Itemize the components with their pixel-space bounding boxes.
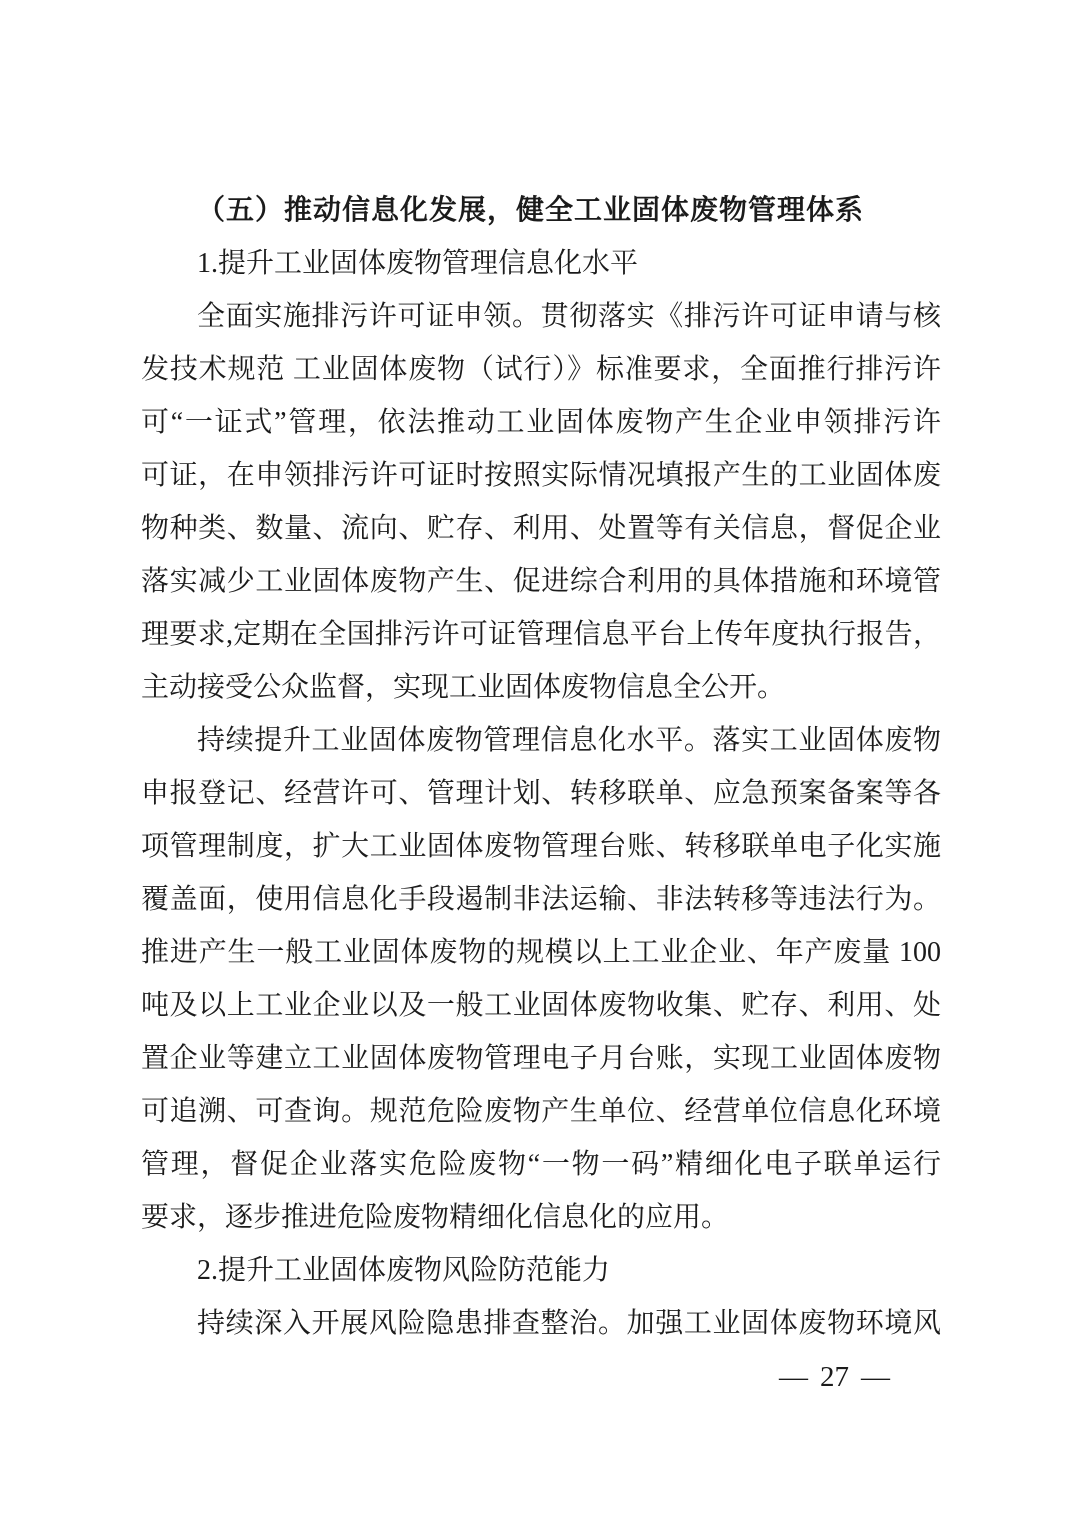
- paragraph-2-line: 推进产生一般工业固体废物的规模以上工业企业、年产废量 100: [141, 937, 941, 968]
- paragraph-1-line: 可证，在申领排污许可证时按照实际情况填报产生的工业固体废: [141, 460, 941, 491]
- footer-left-dash: —: [779, 1361, 808, 1393]
- paragraph-1-line: 全面实施排污许可证申领。贯彻落实《排污许可证申请与核: [197, 301, 941, 332]
- subsection-2-title: 2.提升工业固体废物风险防范能力: [197, 1255, 611, 1286]
- paragraph-1-line: 理要求,定期在全国排污许可证管理信息平台上传年度执行报告，: [141, 619, 941, 650]
- paragraph-2-line: 持续提升工业固体废物管理信息化水平。落实工业固体废物: [197, 725, 941, 756]
- paragraph-1-line: 主动接受公众监督，实现工业固体废物信息全公开。: [141, 672, 786, 703]
- page-footer: [141, 1351, 941, 1404]
- footer-right-dash: —: [861, 1361, 890, 1393]
- paragraph-2-line: 申报登记、经营许可、管理计划、转移联单、应急预案备案等各: [141, 778, 941, 809]
- paragraph-1-line: 可“一证式”管理，依法推动工业固体废物产生企业申领排污许: [141, 407, 941, 438]
- paragraph-1-line: 物种类、数量、流向、贮存、利用、处置等有关信息，督促企业: [141, 513, 941, 544]
- paragraph-2-line: 覆盖面，使用信息化手段遏制非法运输、非法转移等违法行为。: [141, 884, 941, 915]
- paragraph-3-line: 持续深入开展风险隐患排查整治。加强工业固体废物环境风: [197, 1308, 941, 1339]
- paragraph-2-line: 要求，逐步推进危险废物精细化信息化的应用。: [141, 1202, 730, 1233]
- paragraph-1-line: 落实减少工业固体废物产生、促进综合利用的具体措施和环境管: [141, 566, 941, 597]
- paragraph-2-line: 吨及以上工业企业以及一般工业固体废物收集、贮存、利用、处: [141, 990, 941, 1021]
- section-heading: （五）推动信息化发展，健全工业固体废物管理体系: [197, 195, 865, 226]
- paragraph-2-line: 管理，督促企业落实危险废物“一物一码”精细化电子联单运行: [141, 1149, 941, 1180]
- paragraph-1-line: 发技术规范 工业固体废物（试行）》标准要求，全面推行排污许: [141, 354, 941, 385]
- paragraph-2-line: 可追溯、可查询。规范危险废物产生单位、经营单位信息化环境: [141, 1096, 941, 1127]
- page-number: 27: [820, 1361, 849, 1393]
- paragraph-2-line: 项管理制度，扩大工业固体废物管理台账、转移联单电子化实施: [141, 831, 941, 862]
- document-body: [141, 184, 941, 1404]
- paragraph-2-line: 置企业等建立工业固体废物管理电子月台账，实现工业固体废物: [141, 1043, 941, 1074]
- subsection-1-title: 1.提升工业固体废物管理信息化水平: [197, 248, 639, 279]
